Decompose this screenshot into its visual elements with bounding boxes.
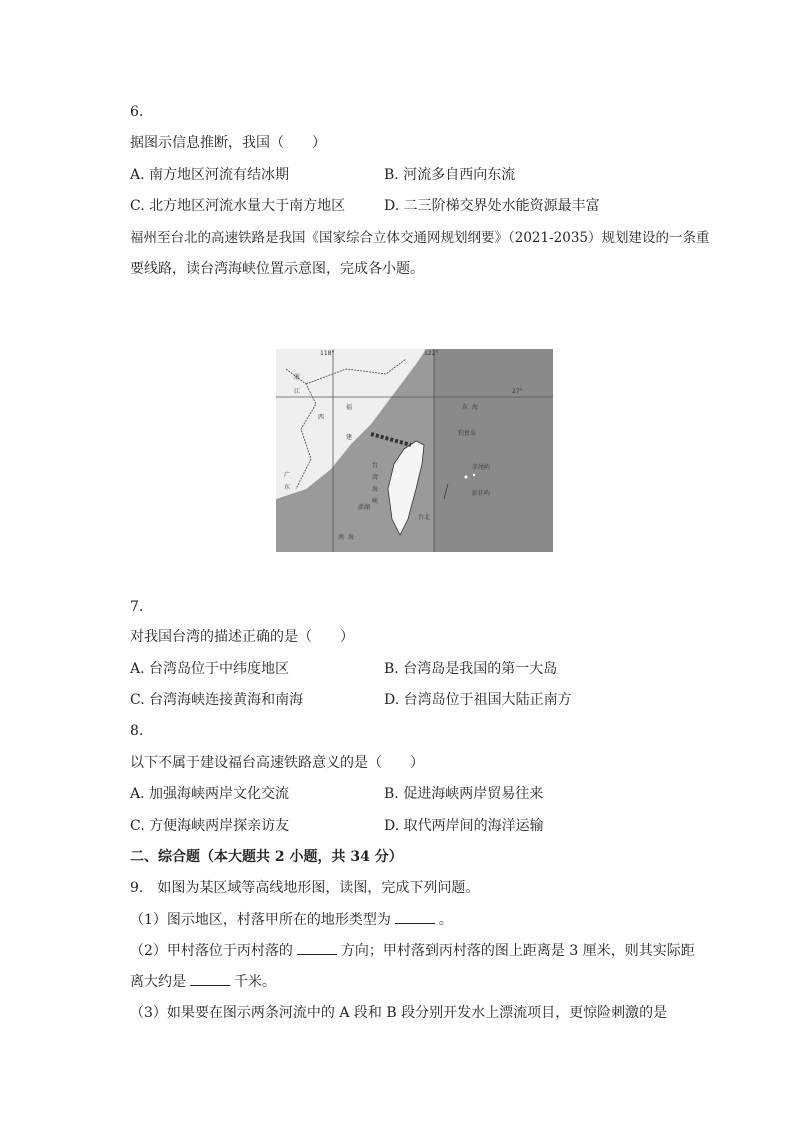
map-label-9: 海 — [372, 486, 379, 493]
intro-line-2: 要线路，读台湾海峡位置示意图，完成各小题。 — [130, 261, 424, 277]
q7-number: 7. — [130, 599, 144, 615]
q9-sub2-text-a: （2）甲村落位于丙村落的 — [130, 943, 293, 959]
q7-option-a: A. 台湾岛位于中纬度地区 — [130, 661, 290, 677]
map-label-15: 钓鱼岛 — [458, 430, 477, 437]
map-label-6: 东 — [284, 484, 291, 491]
q8-option-a: A. 加强海峡两岸文化交流 — [130, 786, 290, 802]
q9-sub2-cont — [130, 973, 276, 991]
map-label-1: 江 — [294, 388, 301, 395]
q9-sub1-text: （1）图示地区，村落甲所在的地形类型为 — [130, 912, 391, 928]
map-label-2: 西 — [318, 414, 325, 421]
map-lat-27: 27° — [512, 388, 523, 395]
intro-line-1: 福州至台北的高速铁路是我国《国家综合立体交通网规划纲要》（2021-2035）规划建设的一条重 — [130, 230, 710, 246]
q6-option-d: D. 二三阶梯交界处水能资源最丰富 — [384, 198, 600, 214]
map-label-4: 建 — [346, 434, 353, 441]
map-label-5: 广 — [284, 472, 291, 479]
map-label-16: 赤尾屿 — [472, 464, 491, 471]
q6-option-a: A. 南方地区河流有结冰期 — [130, 167, 290, 183]
q9-sub2-blank-2 — [190, 973, 230, 986]
map-label-13: 南 — [338, 534, 345, 541]
q6-number: 6. — [130, 104, 144, 120]
map-label-17: 彭佳屿 — [472, 490, 491, 497]
map-label-12: 海 — [472, 404, 479, 411]
q8-option-d: D. 取代两岸间的海洋运输 — [384, 818, 544, 834]
map-lon-118: 118° — [320, 350, 335, 357]
map-label-11: 东 — [462, 404, 469, 411]
q6-option-b: B. 河流多自西向东流 — [384, 167, 516, 183]
map-lon-122: 122° — [424, 350, 439, 357]
map-label-8: 湾 — [372, 474, 379, 481]
q9-sub1-blank — [395, 911, 435, 924]
map-label-0: 浙 — [294, 374, 301, 381]
q6-option-c: C. 北方地区河流水量大于南方地区 — [130, 198, 346, 214]
map-label-3: 福 — [346, 404, 353, 411]
q7-option-b: B. 台湾岛是我国的第一大岛 — [384, 661, 558, 677]
q9-sub2-text-b: 方向；甲村落到丙村落的图上距离是 3 厘米，则其实际距 — [340, 943, 695, 959]
q9-stem: 9. 如图为某区域等高线地形图，读图，完成下列问题。 — [130, 880, 480, 896]
q9-sub2-text-d: 千米。 — [234, 974, 276, 990]
map-label-14: 海 — [348, 534, 355, 541]
q9-sub2 — [130, 942, 695, 960]
map-label-7: 台 — [372, 462, 379, 469]
q7-stem: 对我国台湾的描述正确的是（ ） — [130, 629, 354, 645]
q7-option-c: C. 台湾海峡连接黄海和南海 — [130, 692, 304, 708]
q6-stem: 据图示信息推断，我国（ ） — [130, 135, 326, 151]
q8-number: 8. — [130, 723, 144, 739]
map-label-18: 澎湖 — [358, 504, 371, 511]
q8-option-b: B. 促进海峡两岸贸易往来 — [384, 786, 544, 802]
q9-sub1 — [130, 911, 453, 929]
q8-stem: 以下不属于建设福台高速铁路意义的是（ ） — [130, 755, 424, 771]
q7-option-d: D. 台湾岛位于祖国大陆正南方 — [384, 692, 572, 708]
q9-sub2-text-c: 离大约是 — [130, 974, 186, 990]
q9-sub3: （3）如果要在图示两条河流中的 A 段和 B 段分别开发水上漂流项目，更惊险刺激的是 — [130, 1005, 668, 1021]
map-label-19: 台北 — [418, 514, 431, 521]
q9-sub2-blank-1 — [297, 942, 337, 955]
taiwan-strait-map — [276, 349, 553, 552]
map-label-10: 峡 — [372, 498, 379, 505]
section-heading: 二、综合题（本大题共 2 小题，共 34 分） — [130, 849, 403, 865]
q8-option-c: C. 方便海峡两岸探亲访友 — [130, 818, 290, 834]
q9-sub1-end: 。 — [438, 912, 453, 928]
